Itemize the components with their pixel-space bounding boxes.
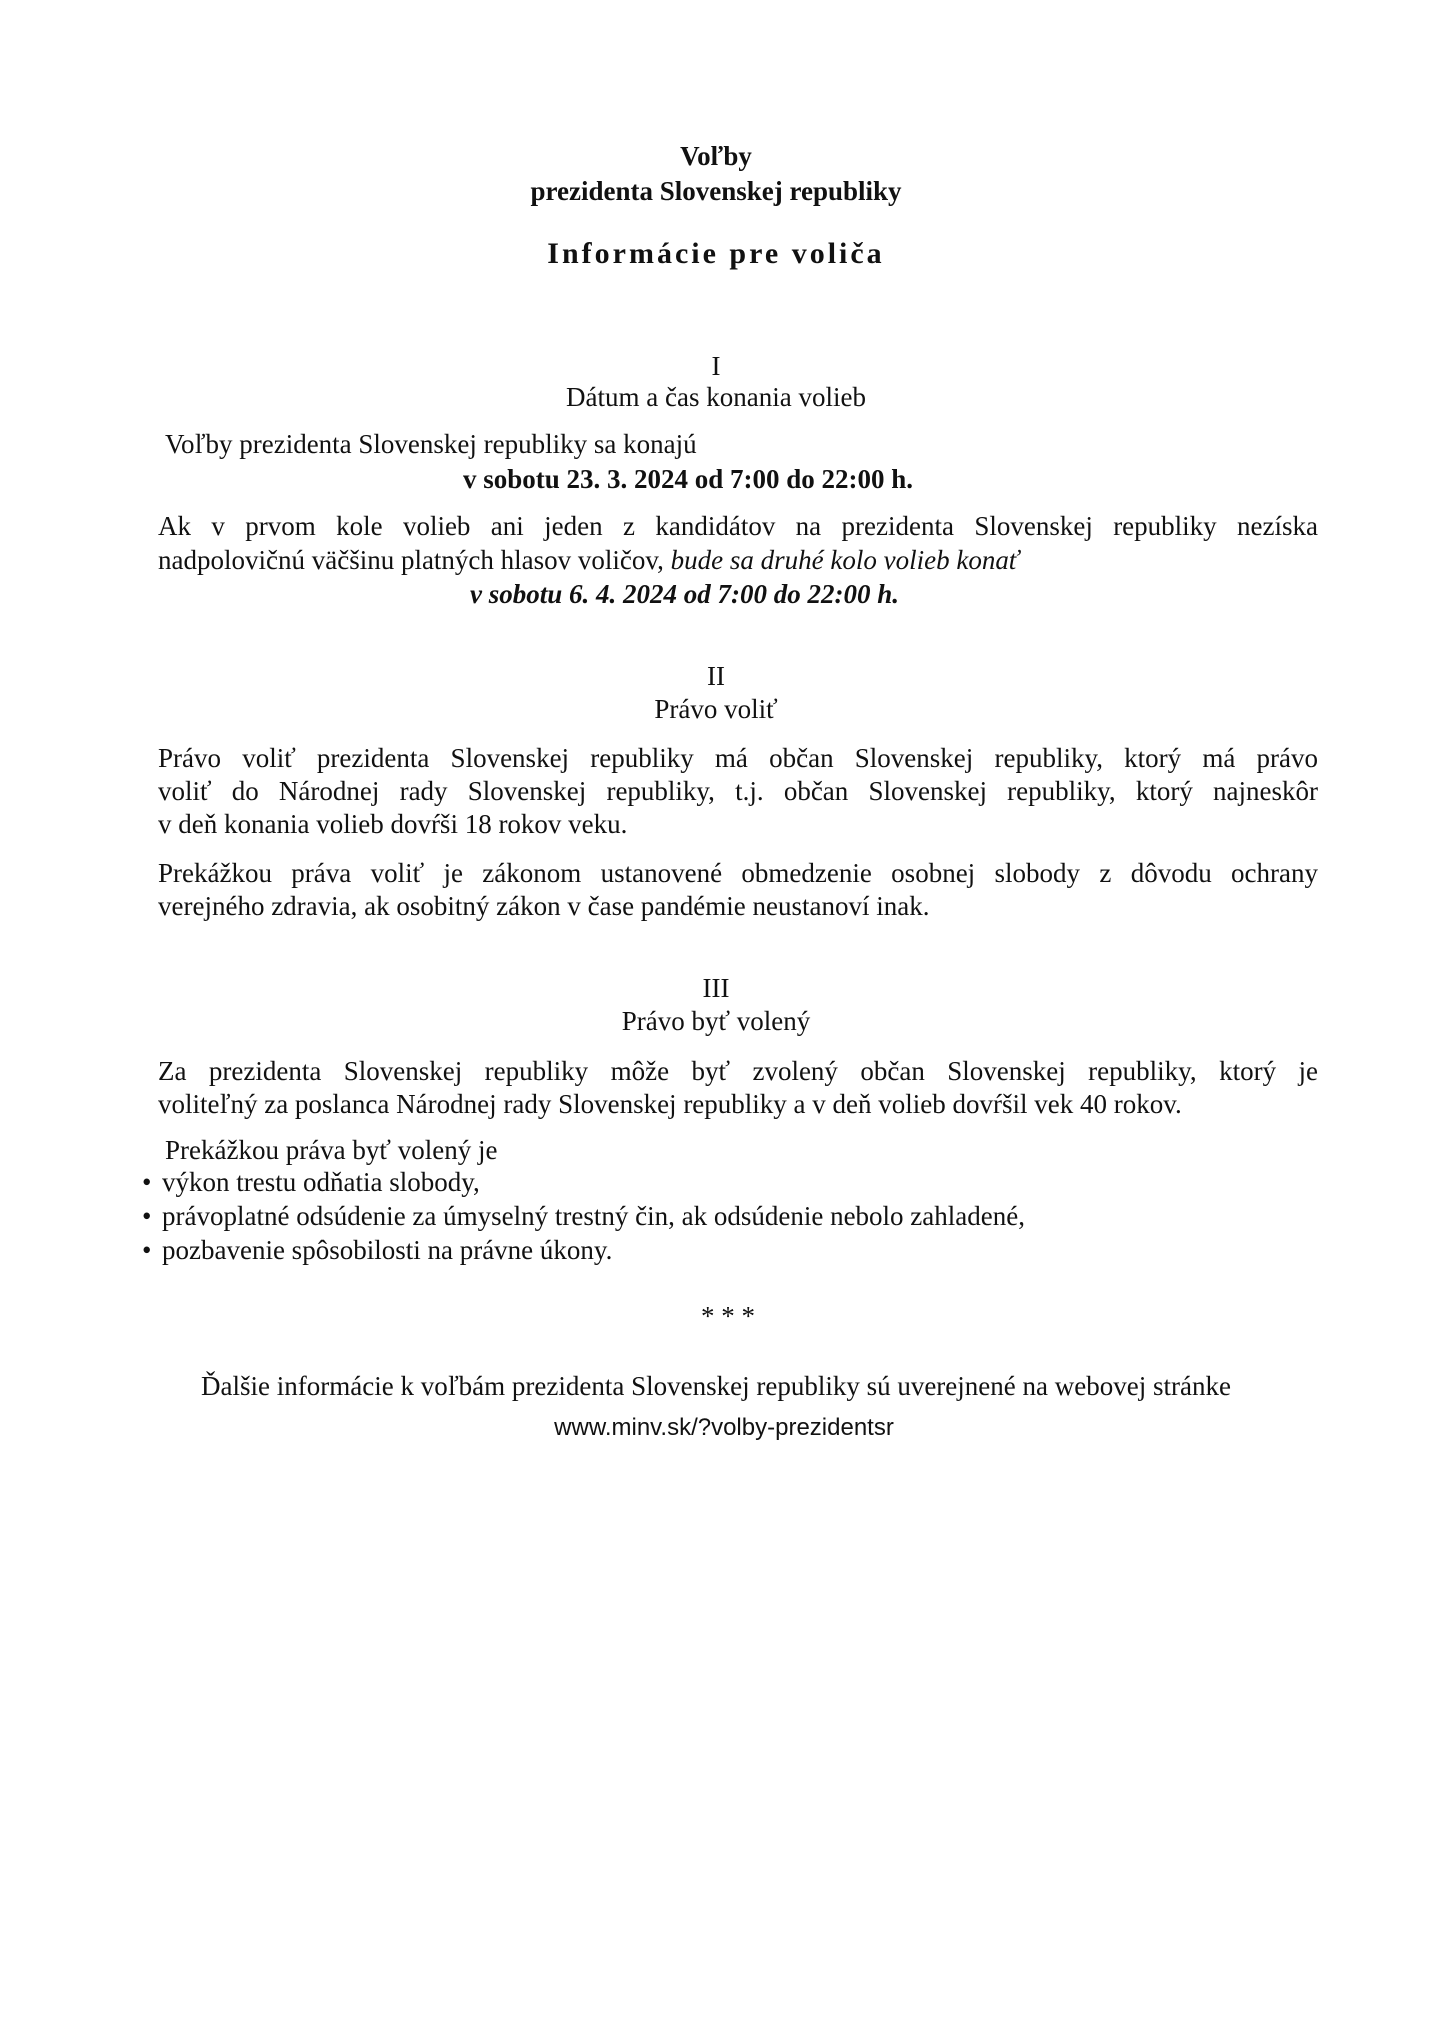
separator-asterisks: * * *: [701, 1301, 755, 1331]
footer-info-text: Ďalšie informácie k voľbám prezidenta Slovenskej republiky sú uverejnené na webovej stránke: [201, 1371, 1231, 1401]
section-2-para1-line2: voliť do Národnej rady Slovenskej republiky, t.j. občan Slovenskej republiky, ktorý najneskôr: [158, 776, 1318, 806]
section-1-second-round-date: v sobotu 6. 4. 2024 od 7:00 do 22:00 h.: [470, 579, 900, 609]
obstacle-text: právoplatné odsúdenie za úmyselný trestný čin, ak odsúdenie nebolo zahladené,: [162, 1201, 1025, 1231]
section-3-heading: Právo byť volený: [621, 1006, 811, 1036]
section-2-para2-line2: verejného zdravia, ak osobitný zákon v čase pandémie neustanoví inak.: [158, 891, 930, 921]
section-1-intro: Voľby prezidenta Slovenskej republiky sa konajú: [165, 429, 697, 459]
section-1-para-line1: Ak v prvom kole volieb ani jeden z kandidátov na prezidenta Slovenskej republiky nezíska: [158, 511, 1318, 541]
section-3-para1-line1: Za prezidenta Slovenskej republiky môže byť zvolený občan Slovenskej republiky, ktorý je: [158, 1056, 1318, 1086]
obstacle-list-item: [142, 1234, 612, 1266]
section-1-heading: Dátum a čas konania volieb: [566, 382, 866, 412]
obstacle-text: výkon trestu odňatia slobody,: [162, 1167, 480, 1197]
obstacle-list-item: [142, 1166, 480, 1198]
bullet-icon: •: [142, 1167, 152, 1197]
obstacle-list-item: [142, 1200, 1025, 1232]
section-2-para1-line3: v deň konania volieb dovŕši 18 rokov veku.: [158, 809, 628, 839]
section-3-obstacles-intro: Prekážkou práva byť volený je: [165, 1135, 498, 1165]
document-title-line2: prezidenta Slovenskej republiky: [530, 176, 902, 206]
obstacle-text: pozbavenie spôsobilosti na právne úkony.: [162, 1235, 613, 1265]
document-subtitle: Informácie pre voliča: [547, 237, 885, 270]
section-1-para-line2: [158, 544, 1019, 576]
section-2-heading: Právo voliť: [654, 694, 778, 724]
section-3-numeral: III: [702, 973, 730, 1003]
section-3-para1-line2: voliteľný za poslanca Národnej rady Slovenskej republiky a v deň volieb dovŕšil vek 40 rokov.: [158, 1089, 1182, 1119]
bullet-icon: •: [142, 1235, 152, 1265]
section-1-para-line2-italic: bude sa druhé kolo volieb konať: [670, 545, 1019, 575]
document-title-line1: Voľby: [680, 141, 752, 171]
section-1-para-line2-plain: nadpolovičnú väčšinu platných hlasov voličov,: [158, 545, 671, 575]
section-2-numeral: II: [707, 661, 725, 691]
section-1-numeral: I: [711, 351, 721, 381]
footer-website-link[interactable]: www.minv.sk/?volby-prezidentsr: [554, 1414, 894, 1441]
section-2-para1-line1: Právo voliť prezidenta Slovenskej republiky má občan Slovenskej republiky, ktorý má právo: [158, 743, 1318, 773]
bullet-icon: •: [142, 1201, 152, 1231]
section-2-para2-line1: Prekážkou práva voliť je zákonom ustanovené obmedzenie osobnej slobody z dôvodu ochrany: [158, 858, 1318, 888]
section-1-date: v sobotu 23. 3. 2024 od 7:00 do 22:00 h.: [463, 464, 914, 494]
